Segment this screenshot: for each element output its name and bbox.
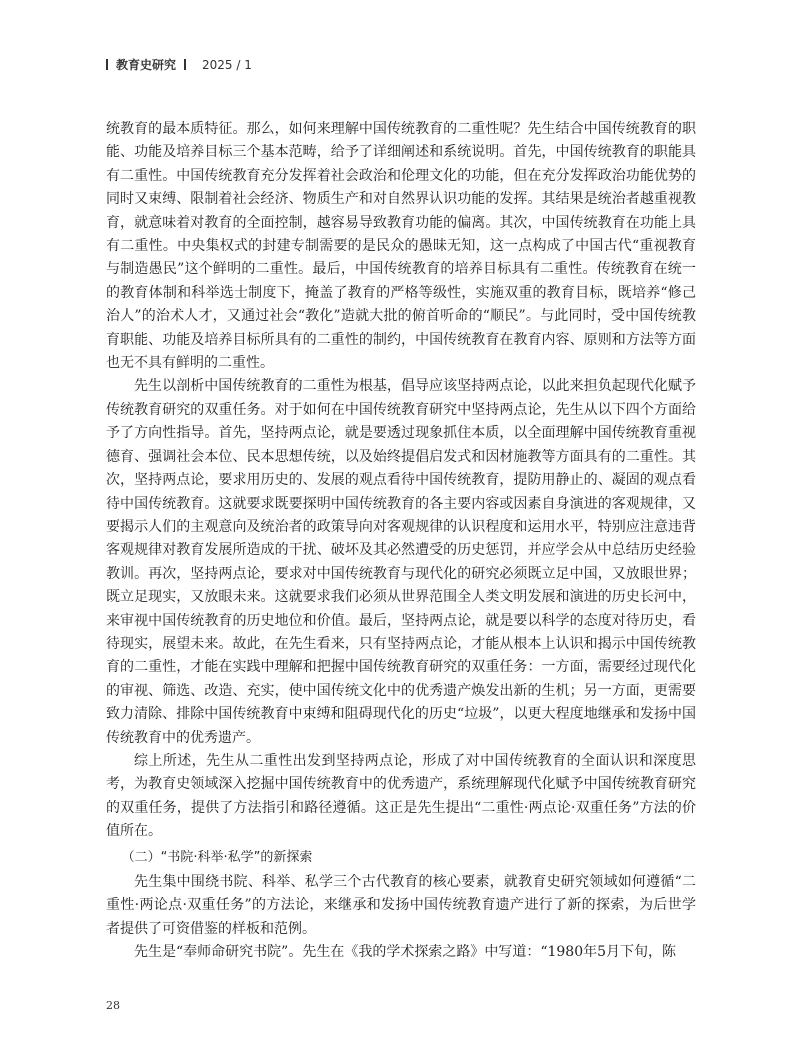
- issue-number: 2025 / 1: [202, 57, 252, 72]
- section-heading: （二）“书院·科举·私学”的新探索: [121, 849, 313, 865]
- paragraph-1: 统教育的最本质特征。那么，如何来理解中国传统教育的二重性呢？先生结合中国传统教育的职能、功能及培养目标三个基本范畴，给予了详细阐述和系统说明。首先，中国传统教育的职能具有二重性。中国传统教育充分发挥着社会政治和伦理文化的功能，但在充分发挥政治功能优势的同时又束缚、限制着社会经济、物质生产和对自然界认识功能的发挥。其结果是统治者越重视教育，就意味着对教育的全面控制，越容易导致教育功能的偏离。其次，中国传统教育在功能上具有二重性。中央集权式的封建专制需要的是民众的愚昧无知，这一点构成了中国古代“重视教育与制造愚民”这个鲜明的二重性。最后，中国传统教育的培养目标具有二重性。传统教育在统一的教育体制和科举选士制度下，掩盖了教育的严格等级性，实施双重的教育目标，既培养“修己治人”的治术人才，又通过社会“教化”造就大批的俯首听命的“顺民”。与此同时，受中国传统教育职能、功能及培养目标所具有的二重性的制约，中国传统教育在教育内容、原则和方法等方面也无不具有鲜明的二重性。: [106, 121, 696, 372]
- header-rule-right: [184, 59, 186, 70]
- header-rule-left: [106, 59, 108, 70]
- paragraph-3: 综上所述，先生从二重性出发到坚持两点论，形成了对中国传统教育的全面认识和深度思考，为教育史领域深入挖掘中国传统教育中的优秀遗产，系统理解现代化赋予中国传统教育研究的双重任务，提供了方法指引和路径遵循。这正是先生提出“二重性·两点论·双重任务”方法的价值所在。: [106, 752, 696, 840]
- paragraph-4: 先生集中围绕书院、科举、私学三个古代教育的核心要素，就教育史研究领域如何遵循“二重性·两论点·双重任务”的方法论，来继承和发扬中国传统教育遗产进行了新的探索，为后世学者提供了可资借鉴的样板和范例。: [106, 874, 696, 937]
- page-number: 28: [106, 999, 120, 1012]
- article-body: [106, 118, 696, 965]
- paragraph-5: 先生是“奉师命研究书院”。先生在《我的学术探索之路》中写道：“1980年5月下旬，陈: [134, 944, 677, 961]
- journal-title: 教育史研究: [116, 58, 177, 72]
- running-head: [106, 56, 252, 73]
- paragraph-2: 先生以剖析中国传统教育的二重性为根基，倡导应该坚持两点论，以此来担负起现代化赋予传统教育研究的双重任务。对于如何在中国传统教育研究中坚持两点论，先生从以下四个方面给予了方向性指导。首先，坚持两点论，就是要透过现象抓住本质，以全面理解中国传统教育重视德育、强调社会本位、民本思想传统，以及始终提倡启发式和因材施教等方面具有的二重性。其次，坚持两点论，要求用历史的、发展的观点看待中国传统教育，提防用静止的、凝固的观点看待中国传统教育。这就要求既要探明中国传统教育的各主要内容或因素自身演进的客观规律，又要揭示人们的主观意向及统治者的政策导向对客观规律的认识程度和运用水平，特别应注意违背客观规律对教育发展所造成的干扰、破坏及其必然遭受的历史惩罚，并应学会从中总结历史经验教训。再次，坚持两点论，要求对中国传统教育与现代化的研究必须既立足中国，又放眼世界；既立足现实，又放眼未来。这就要求我们必须从世界范围全人类文明发展和演进的历史长河中，来审视中国传统教育的历史地位和价值。最后，坚持两点论，就是要以科学的态度对待历史，看待现实，展望未来。故此，在先生看来，只有坚持两点论，才能从根本上认识和揭示中国传统教育的二重性，才能在实践中理解和把握中国传统教育研究的双重任务：一方面，需要经过现代化的审视、筛选、改造、充实，使中国传统文化中的优秀遗产焕发出新的生机；另一方面，更需要致力清除、排除中国传统教育中束缚和阻碍现代化的历史“垃圾”，以更大程度地继承和发扬中国传统教育中的优秀遗产。: [106, 378, 696, 746]
